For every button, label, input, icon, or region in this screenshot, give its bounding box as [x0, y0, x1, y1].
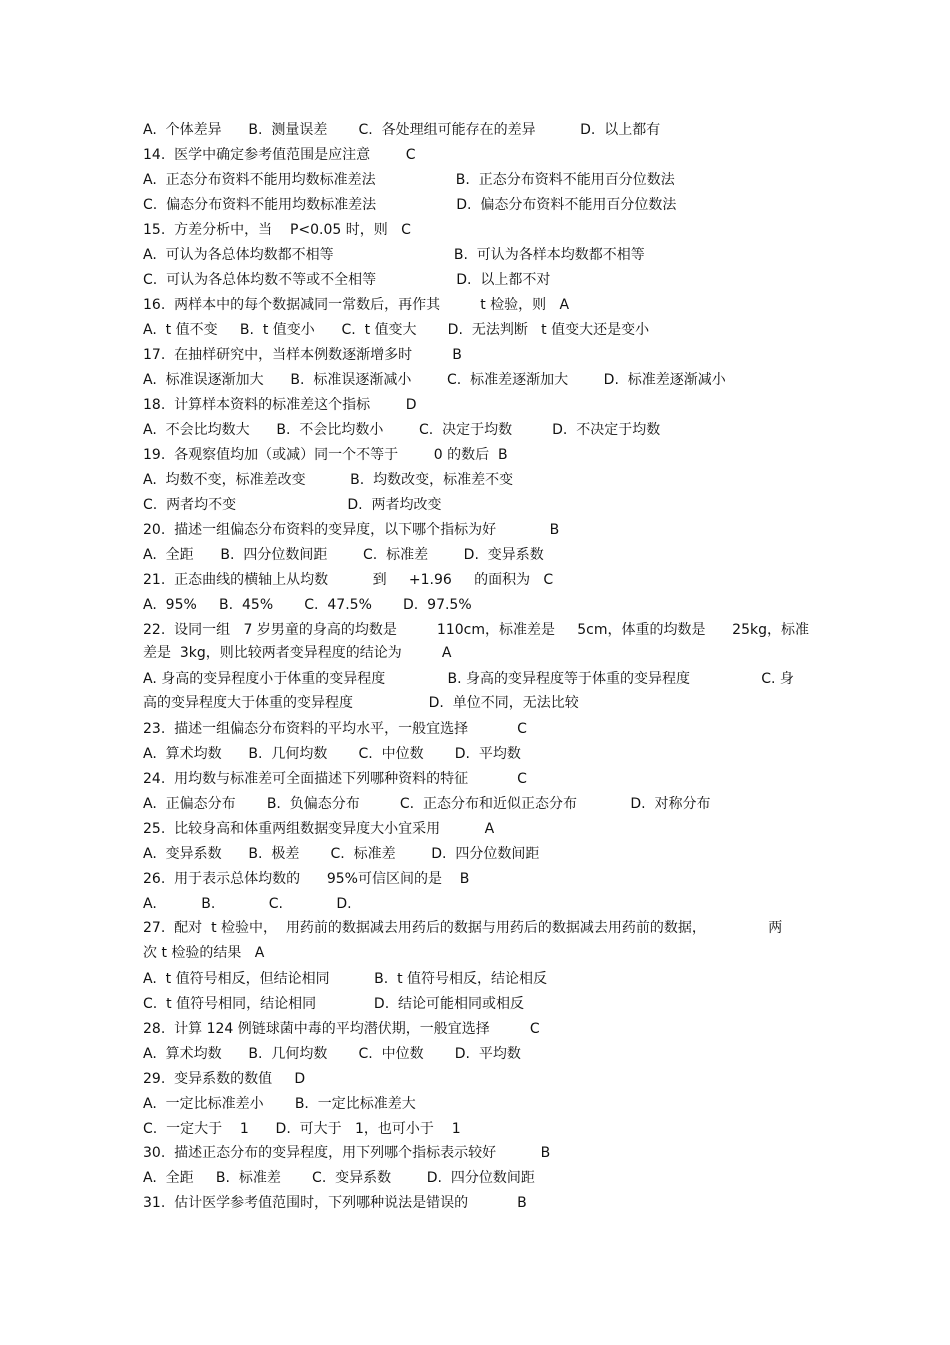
- option-line: A. 正偏态分布 B. 负偏态分布 C. 正态分布和近似正态分布 D. 对称分布: [143, 796, 711, 812]
- question-line: 25. 比较身高和体重两组数据变异度大小宜采用 A: [143, 821, 495, 837]
- option-line: A. B. C. D.: [143, 896, 352, 912]
- option-line: C. t 值符号相同，结论相同 D. 结论可能相同或相反: [143, 996, 525, 1012]
- option-line: C. 可认为各总体均数不等或不全相等 D. 以上都不对: [143, 272, 551, 288]
- question-line: 差是 3kg，则比较两者变异程度的结论为 A: [143, 645, 452, 661]
- question-line: 18. 计算样本资料的标准差这个指标 D: [143, 397, 417, 413]
- question-line: 31. 估计医学参考值范围时，下列哪种说法是错误的 B: [143, 1195, 527, 1211]
- question-line: 22. 设同一组 7 岁男童的身高的均数是 110cm，标准差是 5cm，体重的均数是 25kg，标准: [143, 622, 809, 638]
- option-line: A. 95% B. 45% C. 47.5% D. 97.5%: [143, 597, 472, 613]
- option-line: A. t 值不变 B. t 值变小 C. t 值变大 D. 无法判断 t 值变大还是变小: [143, 322, 650, 338]
- option-line: A. 全距 B. 标准差 C. 变异系数 D. 四分位数间距: [143, 1170, 535, 1186]
- question-line: 20. 描述一组偏态分布资料的变异度，以下哪个指标为好 B: [143, 522, 560, 538]
- question-line: 15. 方差分析中，当 P<0.05 时，则 C: [143, 222, 411, 238]
- question-line: 14. 医学中确定参考值范围是应注意 C: [143, 147, 416, 163]
- option-line: A. t 值符号相反，但结论相同 B. t 值符号相反，结论相反: [143, 971, 548, 987]
- option-line: A. 标准误逐渐加大 B. 标准误逐渐减小 C. 标准差逐渐加大 D. 标准差逐渐减小: [143, 372, 726, 388]
- option-line: C. 一定大于 1 D. 可大于 1，也可小于 1: [143, 1121, 461, 1137]
- option-line: A. 全距 B. 四分位数间距 C. 标准差 D. 变异系数: [143, 547, 544, 563]
- option-line: A. 正态分布资料不能用均数标准差法 B. 正态分布资料不能用百分位数法: [143, 172, 675, 188]
- option-line: C. 偏态分布资料不能用均数标准差法 D. 偏态分布资料不能用百分位数法: [143, 197, 677, 213]
- option-line: A. 可认为各总体均数都不相等 B. 可认为各样本均数都不相等: [143, 247, 645, 263]
- question-line: 24. 用均数与标准差可全面描述下列哪种资料的特征 C: [143, 771, 527, 787]
- question-line: 28. 计算 124 例链球菌中毒的平均潜伏期，一般宜选择 C: [143, 1021, 540, 1037]
- question-line: 23. 描述一组偏态分布资料的平均水平，一般宜选择 C: [143, 721, 527, 737]
- option-line: A. 变异系数 B. 极差 C. 标准差 D. 四分位数间距: [143, 846, 540, 862]
- question-line: 26. 用于表示总体均数的 95%可信区间的是 B: [143, 871, 470, 887]
- text-line: A. 个体差异 B. 测量误差 C. 各处理组可能存在的差异 D. 以上都有: [143, 122, 661, 138]
- option-line: A. 身高的变异程度小于体重的变异程度 B. 身高的变异程度等于体重的变异程度 C. 身: [143, 671, 794, 687]
- option-line: A. 算术均数 B. 几何均数 C. 中位数 D. 平均数: [143, 1046, 521, 1062]
- question-line: 21. 正态曲线的横轴上从均数 到 +1.96 的面积为 C: [143, 572, 554, 588]
- option-line: C. 两者均不变 D. 两者均改变: [143, 497, 442, 513]
- question-line: 19. 各观察值均加（或减）同一个不等于 0 的数后 B: [143, 447, 508, 463]
- option-line: A. 均数不变，标准差改变 B. 均数改变，标准差不变: [143, 472, 514, 488]
- question-line: 16. 两样本中的每个数据减同一常数后，再作其 t 检验，则 A: [143, 297, 570, 313]
- question-line: 27. 配对 t 检验中， 用药前的数据减去用药后的数据与用药后的数据减去用药前的数据， 两: [143, 920, 783, 936]
- option-line: 高的变异程度大于体重的变异程度 D. 单位不同，无法比较: [143, 695, 579, 711]
- question-line: 30. 描述正态分布的变异程度，用下列哪个指标表示较好 B: [143, 1145, 551, 1161]
- option-line: A. 算术均数 B. 几何均数 C. 中位数 D. 平均数: [143, 746, 521, 762]
- option-line: A. 一定比标准差小 B. 一定比标准差大: [143, 1096, 416, 1112]
- question-line: 17. 在抽样研究中，当样本例数逐渐增多时 B: [143, 347, 462, 363]
- question-line: 29. 变异系数的数值 D: [143, 1071, 306, 1087]
- question-line: 次 t 检验的结果 A: [143, 945, 265, 961]
- option-line: A. 不会比均数大 B. 不会比均数小 C. 决定于均数 D. 不决定于均数: [143, 422, 661, 438]
